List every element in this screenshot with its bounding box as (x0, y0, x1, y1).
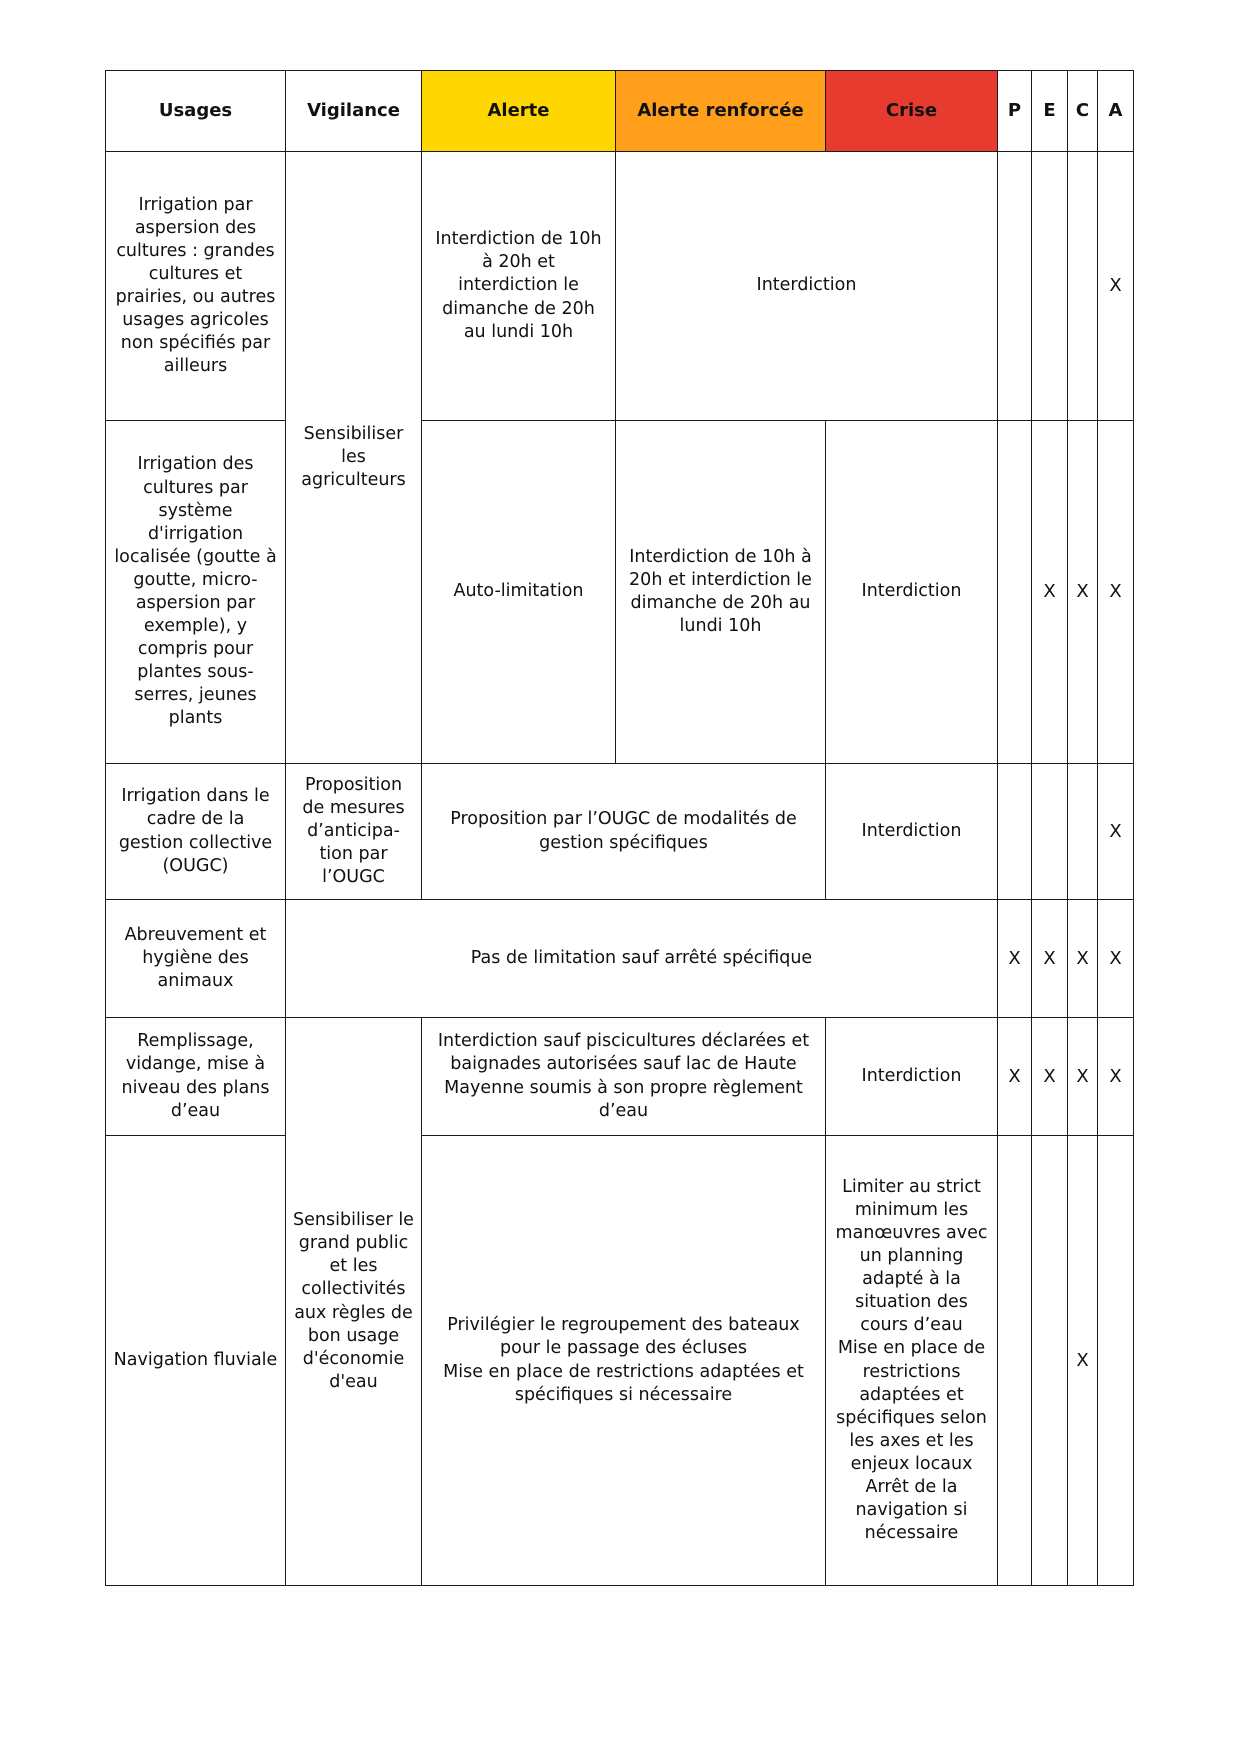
alerte-renforcee-cell: Interdiction sauf piscicultures déclarées et baignades autorisées sauf lac de Haute Mayenne soumis à son propre règlement d’eau (422, 1018, 826, 1136)
vigilance-cell: Sensibiliser le grand public et les collectivités aux règles de bon usage d'économie d'eau (286, 1018, 422, 1586)
mark-c (1068, 764, 1098, 900)
mark-e: X (1032, 900, 1068, 1018)
table-row (106, 900, 1134, 1018)
usage-cell: Remplissage, vidange, mise à niveau des plans d’eau (106, 1018, 286, 1136)
mark-p: X (998, 900, 1032, 1018)
alerte-renforcee-cell: Privilégier le regroupement des bateaux pour le passage des écluses Mise en place de restrictions adaptées et spécifiques si nécessaire (422, 1136, 826, 1586)
header-row (106, 71, 1134, 152)
restrictions-table (105, 70, 1134, 1586)
mark-c (1068, 152, 1098, 421)
table-row (106, 1018, 1134, 1136)
table-row (106, 152, 1134, 421)
mark-c: X (1068, 1136, 1098, 1586)
mark-e: X (1032, 1018, 1068, 1136)
table-row (106, 764, 1134, 900)
header-crise: Crise (826, 71, 998, 152)
vigilance-cell: Proposition de mesures d’anticipa- tion par l’OUGC (286, 764, 422, 900)
table-row (106, 421, 1134, 764)
renforcee-cell: Interdiction de 10h à 20h et interdiction le dimanche de 20h au lundi 10h (616, 421, 826, 764)
mark-p: X (998, 1018, 1032, 1136)
crise-cell: Interdiction (826, 1018, 998, 1136)
table-row (106, 1136, 1134, 1586)
crise-cell: Interdiction (826, 421, 998, 764)
vigilance-cell: Sensibiliser les agriculteurs (286, 152, 422, 764)
mark-c: X (1068, 421, 1098, 764)
renforcee-crise-cell: Interdiction (616, 152, 998, 421)
header-alerte: Alerte (422, 71, 616, 152)
mark-c: X (1068, 1018, 1098, 1136)
header-usages: Usages (106, 71, 286, 152)
all-levels-cell: Pas de limitation sauf arrêté spécifique (286, 900, 998, 1018)
mark-e (1032, 1136, 1068, 1586)
header-e: E (1032, 71, 1068, 152)
mark-a: X (1098, 900, 1134, 1018)
mark-e (1032, 764, 1068, 900)
header-vigilance: Vigilance (286, 71, 422, 152)
alerte-cell: Interdiction de 10h à 20h et interdiction le dimanche de 20h au lundi 10h (422, 152, 616, 421)
header-alerte-renforcee: Alerte renforcée (616, 71, 826, 152)
alerte-cell: Auto-limitation (422, 421, 616, 764)
mark-e: X (1032, 421, 1068, 764)
header-a: A (1098, 71, 1134, 152)
mark-p (998, 421, 1032, 764)
usage-cell: Irrigation dans le cadre de la gestion collective (OUGC) (106, 764, 286, 900)
mark-p (998, 764, 1032, 900)
mark-p (998, 152, 1032, 421)
mark-e (1032, 152, 1068, 421)
mark-p (998, 1136, 1032, 1586)
header-p: P (998, 71, 1032, 152)
mark-a: X (1098, 152, 1134, 421)
header-c: C (1068, 71, 1098, 152)
mark-a (1098, 1136, 1134, 1586)
alerte-renforcee-cell: Proposition par l’OUGC de modalités de gestion spécifiques (422, 764, 826, 900)
crise-cell: Limiter au strict minimum les manœuvres avec un planning adapté à la situation des cours d’eau Mise en place de restrictions adaptées et spécifiques selon les axes et les enjeux locaux Arrêt de la navigation si nécessaire (826, 1136, 998, 1586)
mark-a: X (1098, 421, 1134, 764)
usage-cell: Abreuvement et hygiène des animaux (106, 900, 286, 1018)
mark-c: X (1068, 900, 1098, 1018)
usage-cell: Irrigation par aspersion des cultures : grandes cultures et prairies, ou autres usages agricoles non spécifiés par ailleurs (106, 152, 286, 421)
usage-cell: Irrigation des cultures par système d'irrigation localisée (goutte à goutte, micro- aspersion par exemple), y compris pour plantes sous- serres, jeunes plants (106, 421, 286, 764)
usage-cell: Navigation fluviale (106, 1136, 286, 1586)
crise-cell: Interdiction (826, 764, 998, 900)
mark-a: X (1098, 764, 1134, 900)
mark-a: X (1098, 1018, 1134, 1136)
